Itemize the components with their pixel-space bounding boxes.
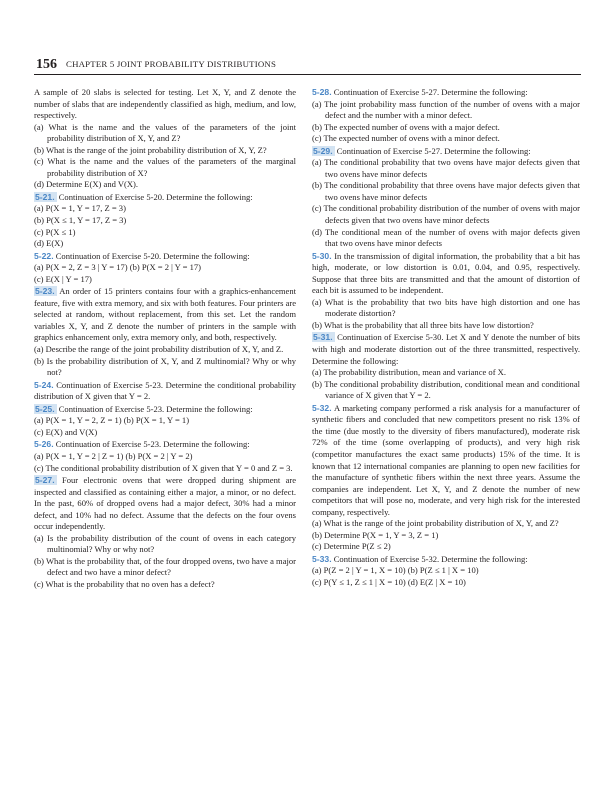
exercise-5-21 [34,192,296,250]
list-item: (a) P(X = 1, Y = 17, Z = 3) [34,203,126,214]
exercise-text: Continuation of Exercise 5-23. Determine the following: [58,403,253,414]
exercise-number: 5-24. [34,379,54,390]
list-item: (b) Is the probability distribution of X, Y, and Z multinomial? Why or why not? [34,355,296,378]
list-item: (a) The conditional probability that two ovens have major defects given that two ovens have minor defects [312,157,580,179]
list-item: (c) The conditional probability distribution of the number of ovens with major defects given that two ovens have minor defects [312,203,580,226]
exercise-number: 5-30. [312,250,332,261]
exercise-text: Continuation of Exercise 5-20. Determine the following: [58,191,253,202]
list-item: (a) P(X = 1, Y = 2, Z = 1) (b) P(X = 1, Y = 1) [34,415,190,426]
list-item: (a) Is the probability distribution of the count of ovens in each category multinomial? Why or why not? [34,532,296,555]
exercise-text: Continuation of Exercise 5-20. Determine the following: [55,250,250,261]
list-item: (c) P(Y ≤ 1, Z ≤ 1 | X = 10) (d) E(Z | X = 10) [312,576,466,587]
exercise-text: A sample of 20 slabs is selected for testing. Let X, Y, and Z denote the number of slabs that are independently classified as high, medium, and low, respectively. [34,87,296,121]
chapter-title: CHAPTER 5 JOINT PROBABILITY DISTRIBUTIONS [66,59,277,69]
exercise-number: 5-31. [313,332,333,343]
exercise-number: 5-26. [34,439,54,450]
exercise-5-31 [312,332,580,401]
exercise-text: Four electronic ovens that were dropped during shipment are inspected and classified as containing either a major, a minor, or no defect. In the past, 60% of dropped ovens had a major defect, 30% had a minor defect, and 10% had no defect. Assume that the defects on the four ovens occur independently. [34,475,297,532]
exercise-number: 5-23. [35,286,55,297]
list-item: (c) What is the probability that no oven has a defect? [34,578,215,589]
list-item: (a) What is the range of the joint probability distribution of X, Y, and Z? [312,518,559,529]
exercise-text: A marketing company performed a risk analysis for a manufacturer of synthetic fibers and concluded that new competitors present no risk 13% of the time (due mostly to the diversity of fibers manufactured), moderate risk 72% of the time (some overlapping of products), and very high risk (competitor manufactures the exact same products) 15% of the time. It is known that 12 international companies are planning to open new facilities for the manufacture of synthetic fibers within the next three years. Assume the companies are independent. Let X, Y, and Z denote the number of new competitors that will pose no, moderate, and very high risk for the interested company, respectively. [312,402,580,517]
left-column [34,87,296,592]
list-item: (d) Determine E(X) and V(X). [34,179,139,190]
list-item: (a) P(Z = 2 | Y = 1, X = 10) (b) P(Z ≤ 1 | X = 10) [312,565,479,576]
exercise-5-24 [34,380,296,403]
list-item: (a) What is the probability that two bits have high distortion and one has moderate distortion? [312,296,580,319]
exercise-text: Continuation of Exercise 5-23. Determine the conditional probability distribution of X given that Y = 2. [34,379,296,402]
exercise-5-32 [312,403,580,553]
list-item: (c) The conditional probability distribution of X given that Y = 0 and Z = 3. [34,462,293,473]
exercise-5-26 [34,439,296,474]
exercise-number: 5-25. [35,403,55,414]
list-item: (c) What is the name and the values of the parameters of the marginal probability distribution of X? [34,156,296,178]
list-item: (b) What is the probability that all three bits have low distortion? [312,319,534,330]
exercise-5-28 [312,87,580,145]
exercise-number: 5-33. [312,553,332,564]
list-item: (a) Describe the range of the joint probability distribution of X, Y, and Z. [34,344,284,355]
exercise-number: 5-32. [312,402,332,413]
list-item: (b) Determine P(X = 1, Y = 3, Z = 1) [312,529,439,540]
list-item: (b) What is the probability that, of the four dropped ovens, two have a major defect and two have a minor defect? [34,555,296,578]
exercise-text: Continuation of Exercise 5-30. Let X and Y denote the number of bits with high and moderate distortion out of the three transmitted, respectively. Determine the following: [312,332,581,366]
page-number: 156 [36,57,57,72]
exercise-text: In the transmission of digital information, the probability that a bit has high, moderate, or low distortion is 0.01, 0.04, and 0.95, respectively. Suppose that three bits are transmitted and that the amount of distortion of each bit is assumed to be independent. [312,250,580,296]
right-column [312,87,580,590]
list-item: (d) E(X) [34,238,64,249]
exercise-text: Continuation of Exercise 5-32. Determine the following: [333,553,528,564]
exercise-5-25 [34,404,296,439]
list-item: (c) E(X | Y = 17) [34,273,92,284]
exercise-text: An order of 15 printers contains four with a graphics-enhancement feature, five with extra memory, and six with both features. Four printers are selected at random, without replacement, from this set. Let the random variables X, Y, and Z denote the number of printers in the sample with graphics enhancement only, extra memory only, and both, respectively. [34,286,296,343]
exercise-text: Continuation of Exercise 5-23. Determine the following: [55,439,250,450]
exercise-5-27 [34,475,296,590]
list-item: (a) What is the name and the values of the parameters of the joint probability distribution of X, Y, and Z? [34,121,296,144]
list-item: (c) P(X ≤ 1) [34,226,76,237]
exercise-number: 5-21. [35,191,55,202]
list-item: (a) The joint probability mass function of the number of ovens with a major defect and the number with a minor defect. [312,98,580,121]
exercise-5-29 [312,146,580,250]
exercise-5-22 [34,251,296,286]
list-item: (c) The expected number of ovens with a minor defect. [312,133,500,144]
exercise-5-30 [312,251,580,332]
list-item: (a) P(X = 1, Y = 2 | Z = 1) (b) P(X = 2 | Y = 2) [34,450,193,461]
exercise-text: Continuation of Exercise 5-27. Determine the following: [336,145,531,156]
list-item: (c) Determine P(Z ≤ 2) [312,541,391,552]
list-item: (a) P(X = 2, Z = 3 | Y = 17) (b) P(X = 2 | Y = 17) [34,262,202,273]
list-item: (b) The conditional probability distribution, conditional mean and conditional variance of X given that Y = 2. [312,378,580,401]
list-item: (b) What is the range of the joint probability distribution of X, Y, Z? [34,144,267,155]
list-item: (b) The conditional probability that three ovens have major defects given that two ovens have minor defects [312,180,580,202]
list-item: (a) The probability distribution, mean and variance of X. [312,367,506,378]
list-item: (d) The conditional mean of the number of ovens with major defects given that two ovens have minor defects [312,226,580,249]
header-rule [34,74,581,75]
exercise-5-20-continued [34,87,296,191]
exercise-number: 5-22. [34,250,54,261]
exercise-number: 5-29. [313,145,333,156]
exercise-text: Continuation of Exercise 5-27. Determine the following: [333,87,528,97]
exercise-number: 5-28. [312,87,332,97]
exercise-5-23 [34,286,296,378]
list-item: (b) P(X ≤ 1, Y = 17, Z = 3) [34,215,127,226]
list-item: (b) The expected number of ovens with a major defect. [312,121,500,132]
exercise-5-33 [312,554,580,589]
exercise-number: 5-27. [35,475,55,486]
list-item: (c) E(X) and V(X) [34,426,98,437]
